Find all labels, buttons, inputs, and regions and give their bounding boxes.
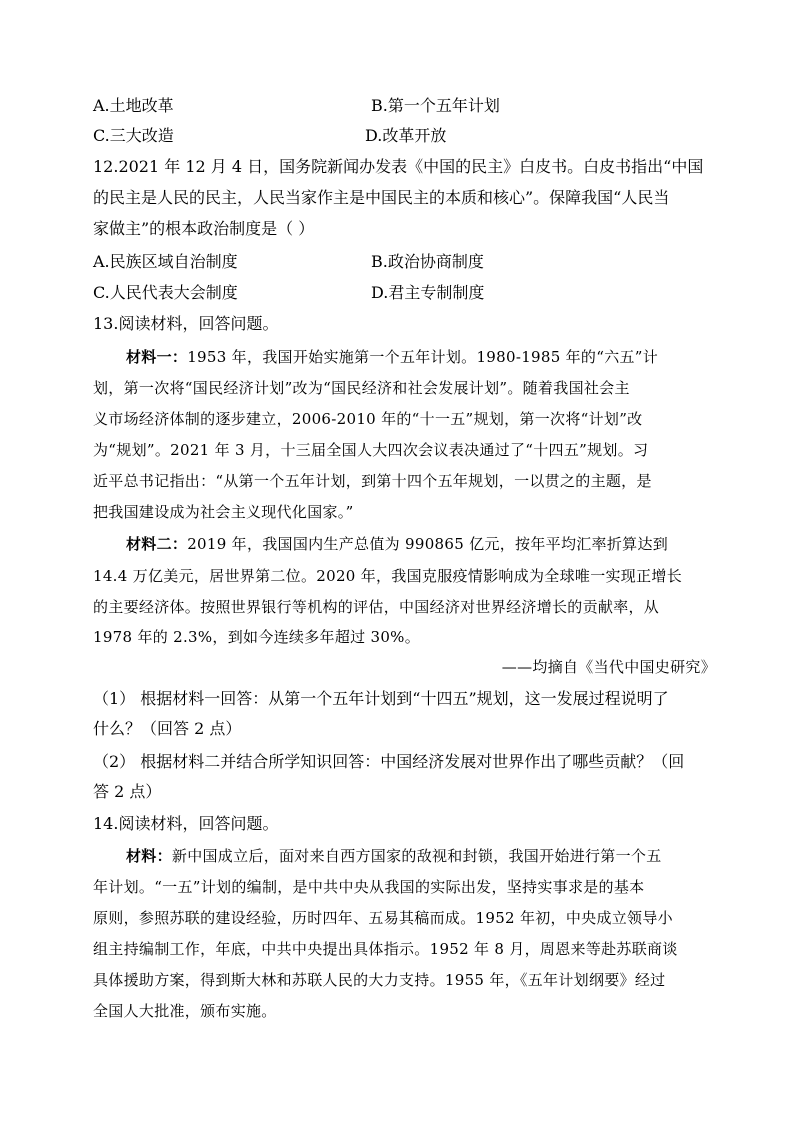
q12-stem-line: 12.2021 年 12 月 4 日，国务院新闻办发表《中国的民主》白皮书。白皮书指出“中国 xyxy=(93,157,704,176)
q14-material-line: 原则，参照苏联的建设经验，历时四年、五易其稿而成。1952 年初，中央成立领导小 xyxy=(93,909,673,927)
q13-material-1-line: 近平总书记指出：“从第一个五年计划，到第十四个五年规划，一以贯之的主题，是 xyxy=(93,472,652,490)
q14-material-line: 年计划。“一五”计划的编制，是中共中央从我国的实际出发，坚持实事求是的基本 xyxy=(93,878,645,896)
q14-stem: 14.阅读材料，回答问题。 xyxy=(93,814,279,833)
q13-material-1-line: 划，第一次将“国民经济计划”改为“国民经济和社会发展计划”。随着我国社会主 xyxy=(93,379,630,397)
q14-material-label: 材料： xyxy=(126,847,172,865)
q11-option-a: A.土地改革 xyxy=(93,96,174,115)
q11-option-c: C.三大改造 xyxy=(93,126,174,145)
q13-material-2-line: 的主要经济体。按照世界银行等机构的评估，中国经济对世界经济增长的贡献率，从 xyxy=(93,598,660,616)
q11-option-b: B.第一个五年计划 xyxy=(371,96,500,115)
q13-material-2-line: 14.4 万亿美元，居世界第二位。2020 年，我国克服疫情影响成为全球唯一实现正增长 xyxy=(93,567,683,585)
q14-material-line: 具体援助方案，得到斯大林和苏联人民的大力支持。1955 年，《五年计划纲要》经过 xyxy=(93,971,666,989)
q12-option-a: A.民族区域自治制度 xyxy=(93,252,238,271)
q12-option-d: D.君主专制制度 xyxy=(371,283,485,302)
q13-sub1-line: （1） 根据材料一回答：从第一个五年计划到“十四五”规划，这一发展过程说明了 xyxy=(93,689,669,708)
q13-sub1-line: 什么？（回答 2 点） xyxy=(93,719,242,738)
q14-material-line: 全国人大批准，颁布实施。 xyxy=(93,1002,277,1020)
q12-option-b: B.政治协商制度 xyxy=(371,252,484,271)
q13-material-1-line: 把我国建设成为社会主义现代化国家。” xyxy=(93,503,354,521)
q13-stem: 13.阅读材料，回答问题。 xyxy=(93,314,279,333)
q13-material-1-line: 为“规划”。2021 年 3 月，十三届全国人大四次会议表决通过了“十四五”规划。习 xyxy=(93,441,649,459)
q13-material-1-line: 材料一：1953 年，我国开始实施第一个五年计划。1980-1985 年的“六五”计 xyxy=(126,348,659,366)
q13-sub2-line: （2） 根据材料二并结合所学知识回答：中国经济发展对世界作出了哪些贡献？（回 xyxy=(93,752,685,771)
q13-material-2-label: 材料二： xyxy=(126,535,188,553)
q12-stem-line: 家做主”的根本政治制度是（ ） xyxy=(93,219,315,238)
q12-option-c: C.人民代表大会制度 xyxy=(93,283,238,302)
q13-material-2-line: 材料二：2019 年，我国国内生产总值为 990865 亿元，按年平均汇率折算达到 xyxy=(126,535,669,553)
q13-sub2-line: 答 2 点） xyxy=(93,782,162,801)
q12-stem-line: 的民主是人民的民主，人民当家作主是中国民主的本质和核心”。保障我国“人民当 xyxy=(93,188,670,207)
q13-material-1-label: 材料一： xyxy=(126,348,188,366)
q11-option-d: D.改革开放 xyxy=(365,126,447,145)
q14-material-line: 组主持编制工作，年底，中共中央提出具体指示。1952 年 8 月，周恩来等赴苏联商谈 xyxy=(93,940,678,958)
q13-source: ——均摘自《当代中国史研究》 xyxy=(501,658,716,676)
q13-material-2-line: 1978 年的 2.3%，到如今连续多年超过 30%。 xyxy=(93,628,421,646)
q14-material-line: 材料：新中国成立后，面对来自西方国家的敌视和封锁，我国开始进行第一个五 xyxy=(126,847,662,865)
q13-material-1-line: 义市场经济体制的逐步建立，2006-2010 年的“十一五”规划，第一次将“计划”改 xyxy=(93,410,643,428)
